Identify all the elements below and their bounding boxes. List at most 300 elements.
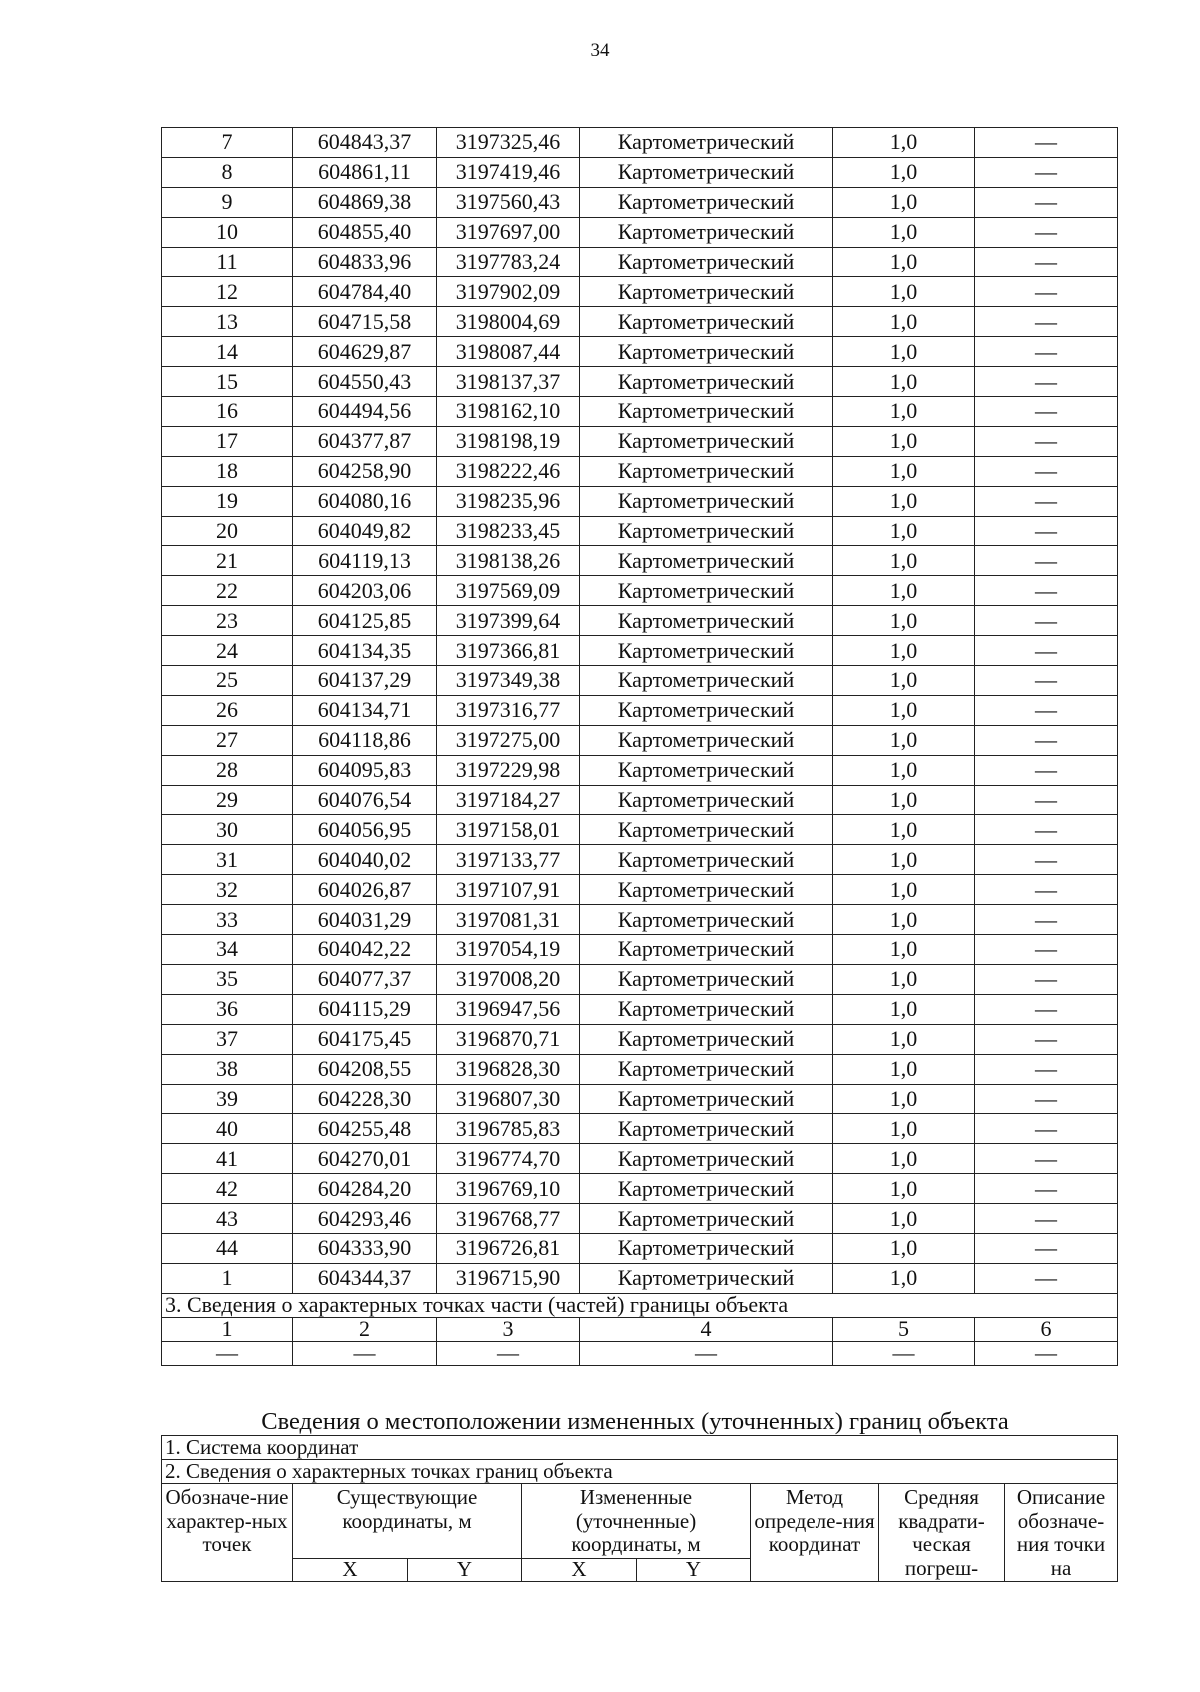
description-cell: — <box>975 157 1118 187</box>
accuracy-cell: 1,0 <box>833 905 975 935</box>
coordinate-x-cell: 604629,87 <box>293 337 437 367</box>
description-cell: — <box>975 1174 1118 1204</box>
table-row <box>162 755 1118 785</box>
description-cell: — <box>975 935 1118 965</box>
method-cell: Картометрический <box>580 217 833 247</box>
coordinate-y-cell: 3196947,56 <box>437 994 580 1024</box>
accuracy-cell: 1,0 <box>833 994 975 1024</box>
table-row <box>162 516 1118 546</box>
table-row <box>162 157 1118 187</box>
table-row <box>162 845 1118 875</box>
coordinate-x-cell: 604869,38 <box>293 187 437 217</box>
table-row <box>162 397 1118 427</box>
point-number-cell: 40 <box>162 1114 293 1144</box>
description-cell: — <box>975 217 1118 247</box>
point-number-cell: 23 <box>162 606 293 636</box>
part-section-title: 3. Сведения о характерных точках части (частей) границы объекта <box>162 1293 1118 1317</box>
point-number-cell: 28 <box>162 755 293 785</box>
accuracy-cell: 1,0 <box>833 845 975 875</box>
description-cell: — <box>975 994 1118 1024</box>
point-number-cell: 12 <box>162 277 293 307</box>
accuracy-cell: 1,0 <box>833 1233 975 1263</box>
method-cell: Картометрический <box>580 666 833 696</box>
coordinate-y-cell: 3196715,90 <box>437 1263 580 1293</box>
description-cell: — <box>975 546 1118 576</box>
coordinate-x-cell: 604137,29 <box>293 666 437 696</box>
header-existing-y: Y <box>408 1558 522 1581</box>
table-row <box>162 1204 1118 1234</box>
accuracy-cell: 1,0 <box>833 695 975 725</box>
coordinate-x-cell: 604095,83 <box>293 755 437 785</box>
header-point-description: Описание обозначе-ния точки на <box>1005 1484 1118 1582</box>
table-row <box>162 426 1118 456</box>
accuracy-cell: 1,0 <box>833 456 975 486</box>
point-number-cell: 1 <box>162 1263 293 1293</box>
method-cell: Картометрический <box>580 397 833 427</box>
method-cell: Картометрический <box>580 815 833 845</box>
accuracy-cell: 1,0 <box>833 1174 975 1204</box>
coordinate-x-cell: 604270,01 <box>293 1144 437 1174</box>
coordinate-y-cell: 3198162,10 <box>437 397 580 427</box>
coordinate-y-cell: 3197697,00 <box>437 217 580 247</box>
coordinate-y-cell: 3197349,38 <box>437 666 580 696</box>
method-cell: Картометрический <box>580 785 833 815</box>
coordinate-y-cell: 3198087,44 <box>437 337 580 367</box>
description-cell: — <box>975 875 1118 905</box>
coordinate-x-cell: 604077,37 <box>293 964 437 994</box>
description-cell: — <box>975 307 1118 337</box>
coordinate-y-cell: 3198137,37 <box>437 367 580 397</box>
method-cell: Картометрический <box>580 426 833 456</box>
changed-boundaries-title: Сведения о местоположении измененных (уточненных) границ объекта <box>261 1408 1009 1435</box>
point-number-cell: 15 <box>162 367 293 397</box>
description-cell: — <box>975 277 1118 307</box>
accuracy-cell: 1,0 <box>833 606 975 636</box>
description-cell: — <box>975 815 1118 845</box>
table-row <box>162 994 1118 1024</box>
coordinate-x-cell: 604125,85 <box>293 606 437 636</box>
header-changed-coordinates: Измененные (уточненные) координаты, м <box>522 1484 751 1559</box>
point-number-cell: 21 <box>162 546 293 576</box>
description-cell: — <box>975 785 1118 815</box>
coordinate-y-cell: 3197399,64 <box>437 606 580 636</box>
page-number: 34 <box>590 40 610 61</box>
point-number-cell: 37 <box>162 1024 293 1054</box>
description-cell: — <box>975 1144 1118 1174</box>
table-row <box>162 815 1118 845</box>
coordinate-x-cell: 604119,13 <box>293 546 437 576</box>
point-number-cell: 41 <box>162 1144 293 1174</box>
coordinate-x-cell: 604134,35 <box>293 636 437 666</box>
method-cell: Картометрический <box>580 516 833 546</box>
accuracy-cell: 1,0 <box>833 307 975 337</box>
coordinate-y-cell: 3197158,01 <box>437 815 580 845</box>
method-cell: Картометрический <box>580 755 833 785</box>
coordinate-y-cell: 3196807,30 <box>437 1084 580 1114</box>
table-row <box>162 486 1118 516</box>
table-row <box>162 1054 1118 1084</box>
coordinate-y-cell: 3197316,77 <box>437 695 580 725</box>
accuracy-cell: 1,0 <box>833 157 975 187</box>
table-row <box>162 247 1118 277</box>
table-row <box>162 1263 1118 1293</box>
part-column-number: 3 <box>437 1317 580 1341</box>
header-existing-x: X <box>293 1558 408 1581</box>
accuracy-cell: 1,0 <box>833 217 975 247</box>
point-number-cell: 36 <box>162 994 293 1024</box>
characteristic-points-row: 2. Сведения о характерных точках границ объекта <box>162 1460 1118 1484</box>
description-cell: — <box>975 1054 1118 1084</box>
accuracy-cell: 1,0 <box>833 576 975 606</box>
description-cell: — <box>975 1084 1118 1114</box>
coordinate-x-cell: 604115,29 <box>293 994 437 1024</box>
coordinate-x-cell: 604080,16 <box>293 486 437 516</box>
point-number-cell: 14 <box>162 337 293 367</box>
coordinate-x-cell: 604076,54 <box>293 785 437 815</box>
coordinate-x-cell: 604175,45 <box>293 1024 437 1054</box>
description-cell: — <box>975 337 1118 367</box>
description-cell: — <box>975 128 1118 158</box>
header-changed-y: Y <box>637 1558 751 1581</box>
method-cell: Картометрический <box>580 606 833 636</box>
point-number-cell: 24 <box>162 636 293 666</box>
accuracy-cell: 1,0 <box>833 486 975 516</box>
part-empty-cell: — <box>162 1341 293 1365</box>
method-cell: Картометрический <box>580 964 833 994</box>
coordinate-x-cell: 604042,22 <box>293 935 437 965</box>
point-number-cell: 38 <box>162 1054 293 1084</box>
table-row <box>162 725 1118 755</box>
accuracy-cell: 1,0 <box>833 516 975 546</box>
table-row <box>162 128 1118 158</box>
coordinate-x-cell: 604056,95 <box>293 815 437 845</box>
coordinate-y-cell: 3197902,09 <box>437 277 580 307</box>
accuracy-cell: 1,0 <box>833 426 975 456</box>
accuracy-cell: 1,0 <box>833 247 975 277</box>
coordinate-x-cell: 604208,55 <box>293 1054 437 1084</box>
table-row <box>162 875 1118 905</box>
coordinate-x-cell: 604203,06 <box>293 576 437 606</box>
accuracy-cell: 1,0 <box>833 875 975 905</box>
coordinate-y-cell: 3197560,43 <box>437 187 580 217</box>
point-number-cell: 43 <box>162 1204 293 1234</box>
accuracy-cell: 1,0 <box>833 1114 975 1144</box>
coordinate-x-cell: 604040,02 <box>293 845 437 875</box>
method-cell: Картометрический <box>580 157 833 187</box>
table-row <box>162 546 1118 576</box>
point-number-cell: 29 <box>162 785 293 815</box>
description-cell: — <box>975 426 1118 456</box>
method-cell: Картометрический <box>580 277 833 307</box>
description-cell: — <box>975 695 1118 725</box>
table-row <box>162 367 1118 397</box>
table-row <box>162 337 1118 367</box>
accuracy-cell: 1,0 <box>833 725 975 755</box>
part-column-number: 6 <box>975 1317 1118 1341</box>
description-cell: — <box>975 486 1118 516</box>
description-cell: — <box>975 964 1118 994</box>
method-cell: Картометрический <box>580 935 833 965</box>
point-number-cell: 25 <box>162 666 293 696</box>
header-method: Метод определе-ния координат <box>751 1484 879 1582</box>
coordinate-x-cell: 604134,71 <box>293 695 437 725</box>
accuracy-cell: 1,0 <box>833 755 975 785</box>
method-cell: Картометрический <box>580 1174 833 1204</box>
point-number-cell: 17 <box>162 426 293 456</box>
table-row <box>162 456 1118 486</box>
point-number-cell: 26 <box>162 695 293 725</box>
point-number-cell: 11 <box>162 247 293 277</box>
method-cell: Картометрический <box>580 576 833 606</box>
point-number-cell: 7 <box>162 128 293 158</box>
accuracy-cell: 1,0 <box>833 337 975 367</box>
part-column-number: 2 <box>293 1317 437 1341</box>
point-number-cell: 13 <box>162 307 293 337</box>
point-number-cell: 31 <box>162 845 293 875</box>
point-number-cell: 16 <box>162 397 293 427</box>
description-cell: — <box>975 247 1118 277</box>
method-cell: Картометрический <box>580 1233 833 1263</box>
accuracy-cell: 1,0 <box>833 367 975 397</box>
point-number-cell: 8 <box>162 157 293 187</box>
table-row <box>162 964 1118 994</box>
table-row <box>162 277 1118 307</box>
coordinate-x-cell: 604258,90 <box>293 456 437 486</box>
point-number-cell: 22 <box>162 576 293 606</box>
method-cell: Картометрический <box>580 1144 833 1174</box>
description-cell: — <box>975 1114 1118 1144</box>
coordinate-x-cell: 604494,56 <box>293 397 437 427</box>
coordinate-y-cell: 3198222,46 <box>437 456 580 486</box>
accuracy-cell: 1,0 <box>833 636 975 666</box>
point-number-cell: 42 <box>162 1174 293 1204</box>
accuracy-cell: 1,0 <box>833 1144 975 1174</box>
coordinate-x-cell: 604855,40 <box>293 217 437 247</box>
method-cell: Картометрический <box>580 128 833 158</box>
point-number-cell: 39 <box>162 1084 293 1114</box>
part-empty-cell: — <box>833 1341 975 1365</box>
accuracy-cell: 1,0 <box>833 666 975 696</box>
method-cell: Картометрический <box>580 725 833 755</box>
part-column-number: 1 <box>162 1317 293 1341</box>
description-cell: — <box>975 755 1118 785</box>
method-cell: Картометрический <box>580 1024 833 1054</box>
coordinate-y-cell: 3196726,81 <box>437 1233 580 1263</box>
point-number-cell: 35 <box>162 964 293 994</box>
part-empty-cell: — <box>580 1341 833 1365</box>
description-cell: — <box>975 1024 1118 1054</box>
coordinate-y-cell: 3196774,70 <box>437 1144 580 1174</box>
coordinate-y-cell: 3197081,31 <box>437 905 580 935</box>
coordinate-y-cell: 3197783,24 <box>437 247 580 277</box>
description-cell: — <box>975 666 1118 696</box>
table-row <box>162 1233 1118 1263</box>
changed-boundaries-table <box>161 1435 1118 1582</box>
coordinate-y-cell: 3197107,91 <box>437 875 580 905</box>
accuracy-cell: 1,0 <box>833 277 975 307</box>
method-cell: Картометрический <box>580 994 833 1024</box>
description-cell: — <box>975 1233 1118 1263</box>
accuracy-cell: 1,0 <box>833 546 975 576</box>
method-cell: Картометрический <box>580 1114 833 1144</box>
method-cell: Картометрический <box>580 695 833 725</box>
method-cell: Картометрический <box>580 456 833 486</box>
coordinate-x-cell: 604377,87 <box>293 426 437 456</box>
part-empty-cell: — <box>437 1341 580 1365</box>
part-empty-cell: — <box>293 1341 437 1365</box>
method-cell: Картометрический <box>580 367 833 397</box>
header-existing-coordinates: Существующие координаты, м <box>293 1484 522 1559</box>
method-cell: Картометрический <box>580 337 833 367</box>
description-cell: — <box>975 606 1118 636</box>
coordinate-y-cell: 3198198,19 <box>437 426 580 456</box>
coordinate-x-cell: 604049,82 <box>293 516 437 546</box>
method-cell: Картометрический <box>580 875 833 905</box>
table-row <box>162 217 1118 247</box>
description-cell: — <box>975 845 1118 875</box>
coordinate-x-cell: 604843,37 <box>293 128 437 158</box>
coordinate-y-cell: 3196828,30 <box>437 1054 580 1084</box>
point-number-cell: 44 <box>162 1233 293 1263</box>
coordinate-y-cell: 3198004,69 <box>437 307 580 337</box>
point-number-cell: 30 <box>162 815 293 845</box>
part-column-number: 5 <box>833 1317 975 1341</box>
method-cell: Картометрический <box>580 546 833 576</box>
method-cell: Картометрический <box>580 1054 833 1084</box>
coordinate-x-cell: 604293,46 <box>293 1204 437 1234</box>
description-cell: — <box>975 397 1118 427</box>
part-column-numbers-row <box>162 1317 1118 1341</box>
method-cell: Картометрический <box>580 1084 833 1114</box>
point-number-cell: 10 <box>162 217 293 247</box>
table-row <box>162 1144 1118 1174</box>
method-cell: Картометрический <box>580 1263 833 1293</box>
description-cell: — <box>975 905 1118 935</box>
table-row <box>162 905 1118 935</box>
coordinate-y-cell: 3196768,77 <box>437 1204 580 1234</box>
coordinate-y-cell: 3197054,19 <box>437 935 580 965</box>
coordinate-y-cell: 3196785,83 <box>437 1114 580 1144</box>
table-row <box>162 606 1118 636</box>
method-cell: Картометрический <box>580 486 833 516</box>
header-changed-x: X <box>522 1558 637 1581</box>
coordinate-y-cell: 3197366,81 <box>437 636 580 666</box>
description-cell: — <box>975 516 1118 546</box>
table-row <box>162 666 1118 696</box>
accuracy-cell: 1,0 <box>833 1204 975 1234</box>
coordinate-y-cell: 3197569,09 <box>437 576 580 606</box>
table-row <box>162 576 1118 606</box>
method-cell: Картометрический <box>580 636 833 666</box>
table-row <box>162 1114 1118 1144</box>
point-number-cell: 27 <box>162 725 293 755</box>
accuracy-cell: 1,0 <box>833 128 975 158</box>
description-cell: — <box>975 636 1118 666</box>
point-number-cell: 20 <box>162 516 293 546</box>
description-cell: — <box>975 456 1118 486</box>
coordinate-y-cell: 3197008,20 <box>437 964 580 994</box>
table-row <box>162 1084 1118 1114</box>
coordinate-y-cell: 3198138,26 <box>437 546 580 576</box>
table-row <box>162 1024 1118 1054</box>
coordinate-y-cell: 3198233,45 <box>437 516 580 546</box>
accuracy-cell: 1,0 <box>833 935 975 965</box>
coordinate-x-cell: 604550,43 <box>293 367 437 397</box>
accuracy-cell: 1,0 <box>833 964 975 994</box>
table-row <box>162 1174 1118 1204</box>
coordinate-x-cell: 604228,30 <box>293 1084 437 1114</box>
coordinate-x-cell: 604255,48 <box>293 1114 437 1144</box>
description-cell: — <box>975 576 1118 606</box>
table-row <box>162 307 1118 337</box>
part-empty-row <box>162 1341 1118 1365</box>
coordinate-y-cell: 3196870,71 <box>437 1024 580 1054</box>
coordinate-x-cell: 604284,20 <box>293 1174 437 1204</box>
coordinate-x-cell: 604333,90 <box>293 1233 437 1263</box>
accuracy-cell: 1,0 <box>833 1054 975 1084</box>
accuracy-cell: 1,0 <box>833 1263 975 1293</box>
table-row <box>162 785 1118 815</box>
coordinate-y-cell: 3197229,98 <box>437 755 580 785</box>
coordinate-x-cell: 604833,96 <box>293 247 437 277</box>
method-cell: Картометрический <box>580 1204 833 1234</box>
description-cell: — <box>975 725 1118 755</box>
method-cell: Картометрический <box>580 307 833 337</box>
point-number-cell: 18 <box>162 456 293 486</box>
coordinate-y-cell: 3197133,77 <box>437 845 580 875</box>
description-cell: — <box>975 1263 1118 1293</box>
accuracy-cell: 1,0 <box>833 1024 975 1054</box>
accuracy-cell: 1,0 <box>833 397 975 427</box>
coordinate-y-cell: 3197275,00 <box>437 725 580 755</box>
point-number-cell: 34 <box>162 935 293 965</box>
header-mean-error: Средняя квадрати-ческая погреш- <box>879 1484 1005 1582</box>
table-row <box>162 187 1118 217</box>
table-row <box>162 935 1118 965</box>
coordinate-x-cell: 604026,87 <box>293 875 437 905</box>
coordinate-x-cell: 604861,11 <box>293 157 437 187</box>
table-row <box>162 695 1118 725</box>
coordinate-x-cell: 604715,58 <box>293 307 437 337</box>
point-number-cell: 33 <box>162 905 293 935</box>
boundary-points-table <box>161 127 1118 1366</box>
point-number-cell: 32 <box>162 875 293 905</box>
coordinate-y-cell: 3197184,27 <box>437 785 580 815</box>
accuracy-cell: 1,0 <box>833 187 975 217</box>
coordinate-x-cell: 604344,37 <box>293 1263 437 1293</box>
accuracy-cell: 1,0 <box>833 1084 975 1114</box>
coordinate-system-row: 1. Система координат <box>162 1436 1118 1460</box>
point-number-cell: 19 <box>162 486 293 516</box>
method-cell: Картометрический <box>580 905 833 935</box>
coordinate-y-cell: 3197325,46 <box>437 128 580 158</box>
part-column-number: 4 <box>580 1317 833 1341</box>
description-cell: — <box>975 1204 1118 1234</box>
accuracy-cell: 1,0 <box>833 815 975 845</box>
coordinate-x-cell: 604031,29 <box>293 905 437 935</box>
part-empty-cell: — <box>975 1341 1118 1365</box>
coordinate-x-cell: 604118,86 <box>293 725 437 755</box>
description-cell: — <box>975 187 1118 217</box>
coordinate-x-cell: 604784,40 <box>293 277 437 307</box>
table-row <box>162 636 1118 666</box>
method-cell: Картометрический <box>580 187 833 217</box>
method-cell: Картометрический <box>580 247 833 277</box>
accuracy-cell: 1,0 <box>833 785 975 815</box>
header-point-designation: Обозначе-ние характер-ных точек <box>162 1484 293 1582</box>
coordinate-y-cell: 3196769,10 <box>437 1174 580 1204</box>
coordinate-y-cell: 3198235,96 <box>437 486 580 516</box>
